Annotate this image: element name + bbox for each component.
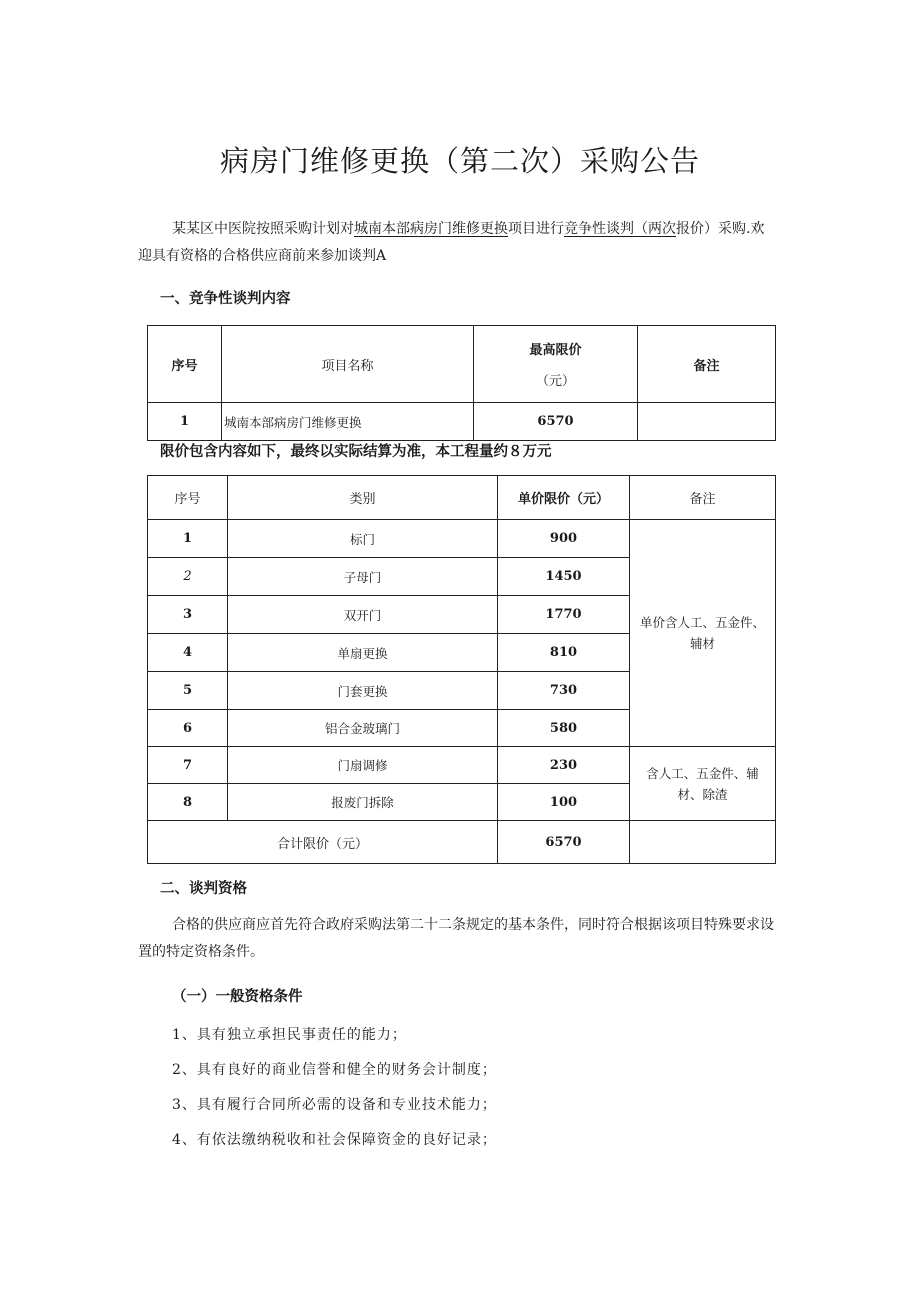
col-header-remark: 备注 xyxy=(630,476,776,520)
total-remark xyxy=(630,821,776,864)
col-header-no: 序号 xyxy=(148,326,222,403)
col-header-unit-price: 单价限价（元） xyxy=(498,476,630,520)
remark-group-1: 单价含人工、五金件、辅材 xyxy=(630,520,776,747)
cell-max-price: 6570 xyxy=(474,403,638,441)
intro-method: 竞争性谈判（两次 xyxy=(564,221,676,237)
total-label: 合计限价（元） xyxy=(148,821,498,864)
row-price: 1450 xyxy=(498,558,630,596)
row-price: 730 xyxy=(498,672,630,710)
intro-text-3: 报价）采购.欢迎具有资格的合格供应商前来参加谈判A xyxy=(138,221,765,264)
row-category: 铝合金玻璃门 xyxy=(228,710,498,747)
row-price: 1770 xyxy=(498,596,630,634)
price-header-line2: （元） xyxy=(535,374,575,389)
cell-project-name: 城南本部病房门维修更换 xyxy=(222,403,474,441)
section2-heading: 二、谈判资格 xyxy=(160,881,247,897)
cell-no: 1 xyxy=(148,403,222,441)
row-category: 双开门 xyxy=(228,596,498,634)
total-value: 6570 xyxy=(498,821,630,864)
condition-item: 1、具有独立承担民事责任的能力； xyxy=(172,1027,407,1043)
general-conditions-heading: （一）一般资格条件 xyxy=(172,989,303,1005)
intro-paragraph xyxy=(138,216,778,270)
row-category: 门套更换 xyxy=(228,672,498,710)
row-category: 子母门 xyxy=(228,558,498,596)
col-header-price xyxy=(474,326,638,403)
row-category: 单扇更换 xyxy=(228,634,498,672)
col-header-remark: 备注 xyxy=(638,326,776,403)
qualification-text: 合格的供应商应首先符合政府采购法第二十二条规定的基本条件，同时符合根据该项目特殊要求设置的特定资格条件。 xyxy=(138,917,774,960)
condition-item: 4、有依法缴纳税收和社会保障资金的良好记录； xyxy=(172,1132,497,1148)
page-title: 病房门维修更换（第二次）采购公告 xyxy=(219,144,700,179)
row-no: 2 xyxy=(148,558,228,596)
row-no: 6 xyxy=(148,710,228,747)
remark-group-2: 含人工、五金件、辅材、除渣 xyxy=(630,747,776,821)
row-no: 5 xyxy=(148,672,228,710)
intro-text-2: 项目进行 xyxy=(508,221,564,237)
row-price: 100 xyxy=(498,784,630,821)
row-price: 230 xyxy=(498,747,630,784)
row-no: 8 xyxy=(148,784,228,821)
intro-project-name: 城南本部病房门维修更换 xyxy=(354,221,508,237)
condition-item: 3、具有履行合同所必需的设备和专业技术能力； xyxy=(172,1097,497,1113)
row-no: 4 xyxy=(148,634,228,672)
col-header-name: 项目名称 xyxy=(222,326,474,403)
col-header-no: 序号 xyxy=(148,476,228,520)
negotiation-table xyxy=(147,325,776,441)
qualification-paragraph xyxy=(138,912,778,966)
row-no: 3 xyxy=(148,596,228,634)
unit-price-table xyxy=(147,475,776,864)
cell-remark xyxy=(638,403,776,441)
row-price: 810 xyxy=(498,634,630,672)
row-category: 标门 xyxy=(228,520,498,558)
col-header-category: 类别 xyxy=(228,476,498,520)
price-header-line1: 最高限价 xyxy=(529,343,582,358)
intro-text-1: 某某区中医院按照采购计划对 xyxy=(172,221,354,237)
section1-heading: 一、竞争性谈判内容 xyxy=(160,291,291,307)
row-category: 报废门拆除 xyxy=(228,784,498,821)
row-price: 580 xyxy=(498,710,630,747)
row-price: 900 xyxy=(498,520,630,558)
condition-item: 2、具有良好的商业信誉和健全的财务会计制度； xyxy=(172,1062,497,1078)
row-no: 7 xyxy=(148,747,228,784)
row-category: 门扇调修 xyxy=(228,747,498,784)
row-no: 1 xyxy=(148,520,228,558)
price-note: 限价包含内容如下，最终以实际结算为准，本工程量约８万元 xyxy=(160,444,552,460)
